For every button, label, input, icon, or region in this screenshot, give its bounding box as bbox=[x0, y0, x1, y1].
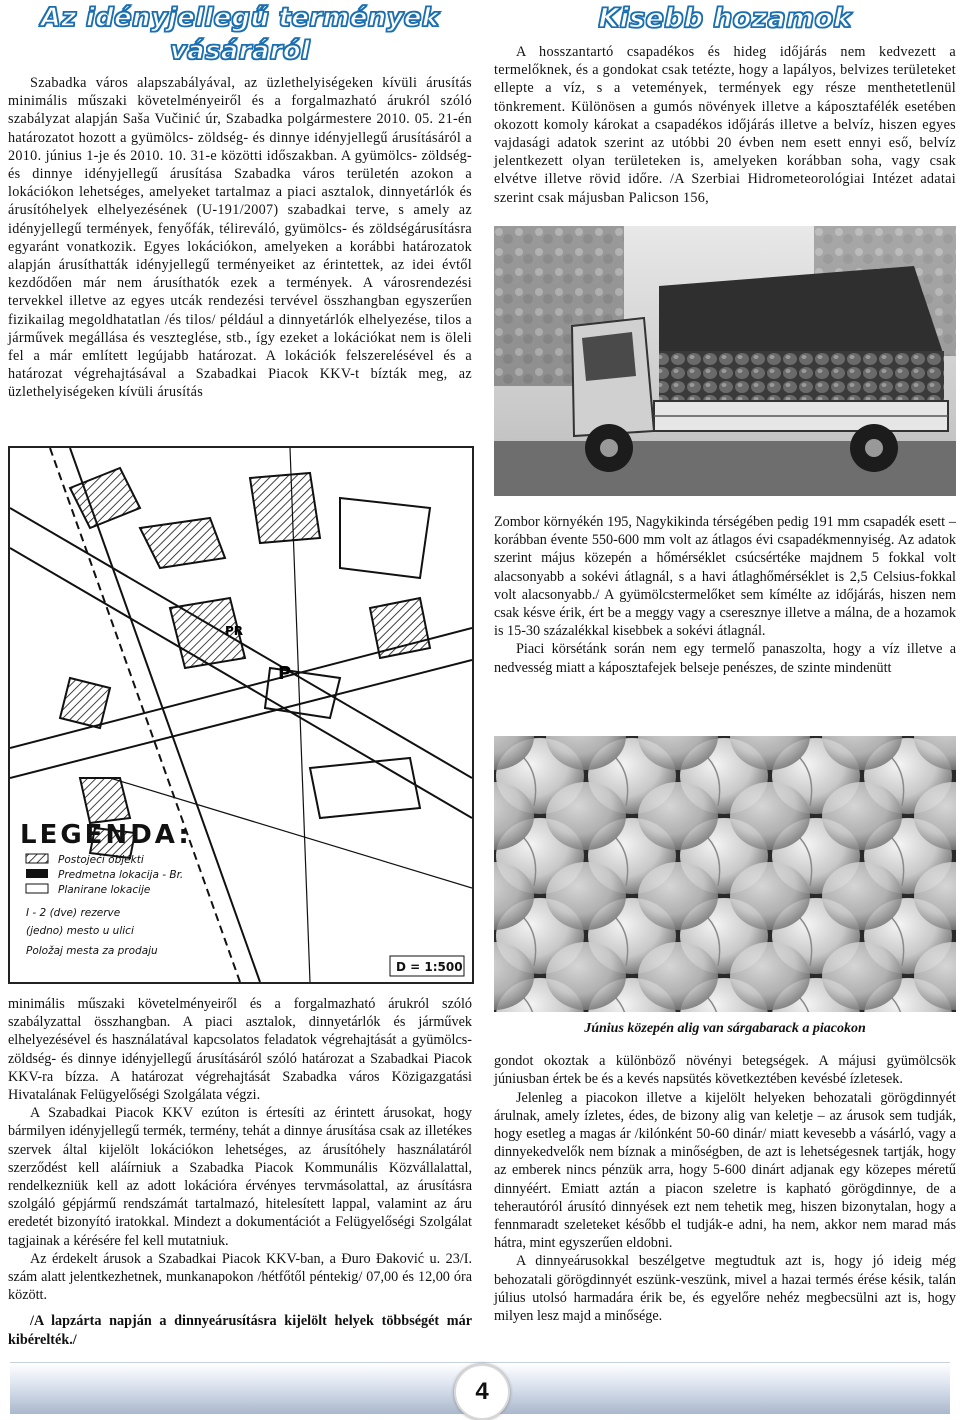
left-para1-intro: Szabadka város alapszabályával, az üzlethelyiségeken kívüli árusítás minimális műszaki követelményeiről és a forgalmazható árukról szóló szabályzat alapján Saša Vučinić úr, Szabadka polgármestere 2010. 05. 21-én határozatot hozott a gyümölcs- zöldség- és dinnye idényjellegű árusításáról a 2010. június 1-je és 2010. 10. 31-e közötti időszakban. bbox=[8, 75, 472, 164]
left-para2: A Szabadkai Piacok KKV ezúton is értesíti az érintett árusokat, hogy bármilyen idényjellegű termék, termény, tehát a dinnye árusítása csak az illetékes szervek által kijelölt lokációkon lehetséges, az árusítóhely használatáról szerződést kell aláírniuk a Szabadka Piacok Kommunális Közvállalattal, rendelkezniük kell az adott lokációra érvényes tervmásolattal, az árusításra szolgáló gépjármű rendszámát tartalmazó, hitelesített lappal, valamint az áru eredetét bizonyító iratokkal. Mindezt a dokumentációt a Felügyelőségi Szolgálat tagjainak a kérésére fel kell mutatniuk. bbox=[8, 1105, 472, 1249]
right-para2: Piaci körsétánk során nem egy termelő panaszolta, hogy a víz illetve a nedvesség miatt a káposztafejek belseje penészes, de szinte mindenütt bbox=[494, 641, 956, 676]
legend-item-2: Predmetna lokacija - Br. bbox=[58, 869, 184, 881]
right-article-top bbox=[494, 2, 956, 207]
legend-item-6: Položaj mesta za prodaju bbox=[26, 945, 158, 957]
left-para4: /A lapzárta napján a dinnyeárusításra kijelölt helyek többségét már kibérelték./ bbox=[8, 1313, 472, 1348]
legend-item-4: I - 2 (dve) rezerve bbox=[26, 907, 121, 919]
left-title-line2: vásáráról bbox=[169, 36, 311, 66]
apricots-image bbox=[494, 736, 956, 1012]
right-article-title: Kisebb hozamok bbox=[598, 3, 852, 34]
right-para1: A hosszantartó csapadékos és hideg időjárás nem kedvezett a termelőknek, és a gondokat csak tetézte, hogy a lapályos, belvizes területeket ellepte a víz, s a vetemények, termények egy része menthetetlenül tönkrement. Különösen a gumós növények illetve a káposztafélék esetében okozott komoly károkat a csapadékos időjárás illetve a belvíz, hiszen egyes vajdasági adatok szerint az utóbbi 20 évben nem esett ennyi eső, belvíz jelentkezett olyan területeken is, amelyeken korábban soha, vagy csak elvétve illetve rövid időre. /A Szerbiai Hidrometeorológiai Intézet adatai szerint csak májusban Palicson 156, bbox=[494, 44, 956, 206]
right-article-middle bbox=[494, 513, 956, 677]
legend-item-1: Postojeći objekti bbox=[58, 854, 144, 866]
right-para1-cont: Zombor környékén 195, Nagykikinda térségében pedig 191 mm csapadék esett – korábban évente 550-600 mm volt az átlagos évi csapadékmennyiség. Az adatok szerint május közepén a hőmérséklet csúcsértéke majdnem 5 fokkal volt alacsonyabb a sokévi átlagnál, s a havi átlaghőmérséklet is 2,5 Celsius-fokkal volt alacsonyabb./ A gyümölcstermelőket sem kímélte az időjárás, hiszen nem csak késve érik, ért be a meggy vagy a cseresznye illetve a málna, de a hozamok is 15-30 százalékkal kisebbek a sokévi átlagnál. bbox=[494, 514, 956, 640]
left-para1 bbox=[8, 74, 472, 402]
right-para3: Jelenleg a piacokon illetve a kijelölt helyeken behozatali görögdinnyét árulnak, amely ízletes, édes, de bizony alig van keletje – az árusok sem tudják, hogy esetleg a magas ár /kilónként 50-60 dinár/ miatt kevesebb a vásárló, vagy a dinnyekedvelők nem bíznak a minőségben, de azt is lehetségesnek tartják, hogy az emberek nincs pénzük arra, hogy 5-600 dinárt adjanak egy közepes méretű dinnyéért. Emiatt aztán a piacon szeletre is kapható görögdinnye, de a teherautóról árusító dinnyések ezt nem tehetik meg, hiszen bizonytalan, hogy a fennmaradt szeleteket később el tudják-e adni, ha nem, akkor nem marad más hátra, mint egyszerűen eldobni. bbox=[494, 1089, 956, 1252]
site-plan-map bbox=[8, 446, 474, 984]
legend-title: LEGENDA: bbox=[20, 820, 192, 850]
page-footer bbox=[0, 1362, 960, 1413]
right-article-body bbox=[494, 43, 956, 207]
legend-item-3: Planirane lokacije bbox=[58, 884, 151, 896]
left-para3: Az érdekelt árusok a Szabadkai Piacok KKV-ban, a Đuro Đaković u. 23/I. szám alatt jelentkezhetnek, munkanapokon /hétfőtől péntekig/ 07,00 és 12,00 óra között. bbox=[8, 1250, 472, 1304]
legend-item-5: (jedno) mesto u ulici bbox=[26, 925, 134, 937]
left-para1-rest: A gyümölcs- zöldség- és dinnye idényjellegű árusítása Szabadka város területén azokon a lokációkon lehetséges, amelyeket tartalmaz a piaci asztalok, dinnyetárlók és árusítóhelyek elhelyezésének (U-191/2007) szabadkai terve, s amely az idényjellegű termények, fenyőfák, télireváló, gyümölcs- és zöldségárusításra egyaránt vonatkozik. Egyes lokációkon, amelyeken a korábbi határozatok alapján árusíthatták idényjellegű terményeiket az érintettek, az idei évtől kezdődően már nem árusíthatók ezek a termények. A városrendezési tervekkel illetve az egyes utcák rendezési tervével összhangban egyszerűen fizikailag megoldhatatlan /és tilos/ például a dinnyetárlók elhelyezése, tilos a járművek megállása és veszteglése, stb., így ezeket a lokációkat nem is öleli fel a már említett legújabb határozat. A lokációk felszerelésével és a határozat végrehajtásával a Szabadkai Piacok KKV-t bízták meg, az üzlethelyiségeken kívüli árusítás bbox=[8, 147, 472, 401]
map-scale: D = 1:500 bbox=[396, 960, 463, 974]
site-plan-drawing bbox=[10, 448, 472, 982]
apricots-caption: Június közepén alig van sárgabarack a piacokon bbox=[584, 1021, 866, 1036]
left-article-title bbox=[8, 2, 472, 68]
truck-photo-image bbox=[494, 226, 956, 496]
map-label-pr: PR bbox=[225, 624, 244, 638]
apricots-photo bbox=[494, 736, 956, 1012]
right-para2-cont: gondot okoztak a különböző növényi betegségek. A májusi gyümölcsök júniusban értek be és a kevés napsütés következtében kevésbé ízletesek. bbox=[494, 1053, 956, 1088]
truck-melons-photo bbox=[494, 226, 956, 496]
left-article-body bbox=[8, 74, 472, 402]
right-article-bottom bbox=[494, 1020, 956, 1325]
page-number: 4 bbox=[454, 1364, 510, 1420]
left-para1-cont: minimális műszaki követelményeiről és a forgalmazható árukról szóló szabályzattal összhangban. A piaci asztalok, dinnyetárlók és járművek elhelyezésével és használatával kapcsolatos feladatok végrehajtását a gyümölcs- zöldség- és dinnye idényjellegű árusításáról szóló határozat a Szabadkai Piacok KKV-ra bízza. A határozat végrehajtását Szabadka város Közigazgatási Hivatalának Felügyelőségi Szolgálata végzi. bbox=[8, 996, 472, 1104]
left-title-line1: Az idényjellegű termények bbox=[40, 3, 440, 33]
left-article-top bbox=[8, 2, 472, 402]
right-para4: A dinnyeárusokkal beszélgetve megtudtuk azt is, hogy jó ideig még behozatali görögdinnyét eszünk-veszünk, mivel a hazai termés érése késik, talán július utolsó harmadára érik be, és egyelőre nehéz megbecsülni azt is, hogy milyen lesz majd a minősége. bbox=[494, 1253, 956, 1325]
map-label-p: P bbox=[278, 663, 292, 684]
left-article-bottom bbox=[8, 995, 472, 1349]
